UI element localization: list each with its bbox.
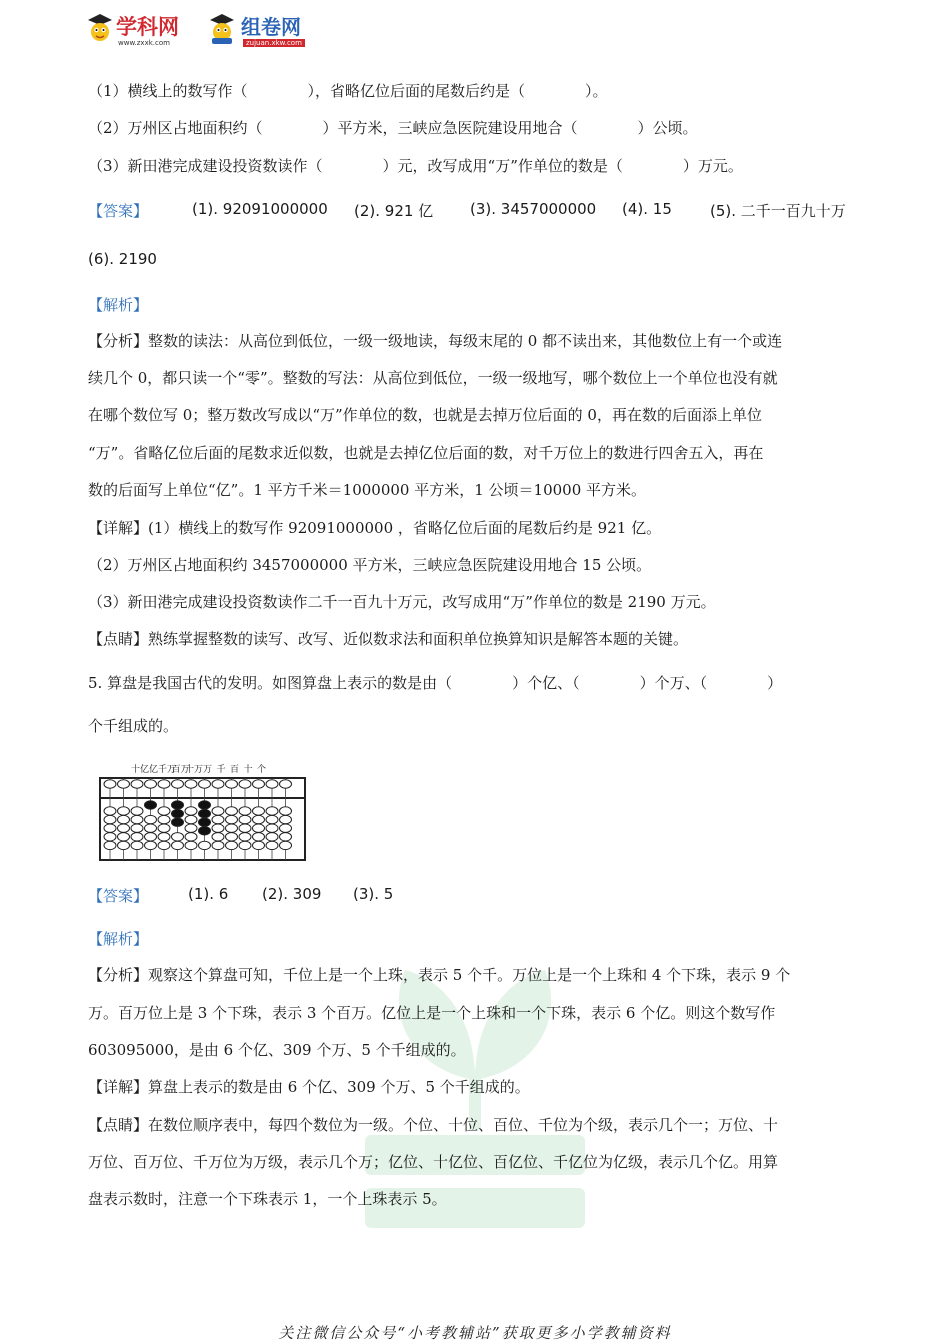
abacus-bead [253,815,265,823]
abacus-bead [212,807,224,815]
abacus-bead [131,833,143,841]
abacus-bead [239,841,251,849]
q4-analysis-line: 在哪个数位写 0；整万数改写成以“万”作单位的数，也就是去掉万位后面的 0，再在数的后面添上单位 [88,406,762,424]
abacus-bead [253,824,265,832]
abacus-bead [185,780,197,788]
abacus-bead [199,841,211,849]
abacus-bead [226,833,238,841]
q4-answer-item: (5). 二千一百九十万 [710,202,846,220]
q4-detail-line: （2）万州区占地面积约 3457000000 平方米，三峡应急医院建设用地合 15 公顷。 [88,556,652,574]
q5-analysis-line: 【分析】观察这个算盘可知，千位上是一个上珠，表示 5 个千。万位上是一个上珠和 4 个下珠，表示 9 个 [88,966,791,984]
abacus-bead [104,780,116,788]
abacus-bead [253,807,265,815]
abacus-bead [266,824,278,832]
q5-question-line2: 个千组成的。 [88,717,179,735]
abacus-bead [239,815,251,823]
abacus-bead [118,824,130,832]
abacus-label: 千万 [157,765,177,775]
abacus-bead [253,841,265,849]
q5-tip-line: 【点睛】在数位顺序表中，每四个数位为一级。个位、十位、百位、千位为个级，表示几个一；万位、十 [88,1116,779,1134]
abacus-bead [131,815,143,823]
abacus-bead [199,818,211,826]
abacus-bead [172,809,184,817]
abacus-bead [172,841,184,849]
abacus-bead [104,824,116,832]
abacus-bead [199,780,211,788]
q5-analysis-line: 万。百万位上是 3 个下珠，表示 3 个百万。亿位上是一个上珠和一个下珠，表示 6 个亿。则这个数写作 [88,1004,776,1022]
abacus-bead [158,780,170,788]
abacus-bead [131,807,143,815]
abacus-bead [226,841,238,849]
abacus-bead [118,807,130,815]
abacus-bead [158,841,170,849]
abacus-bead [145,815,157,823]
q5-answer-item: (3). 5 [353,885,394,903]
q4-detail-line: （3）新田港完成建设投资数读作二千一百九十万元，改写成用“万”作单位的数是 2190 万元。 [88,593,716,611]
abacus-bead [226,815,238,823]
abacus-bead [104,807,116,815]
q4-answer-item: (4). 15 [622,200,672,218]
abacus-bead [266,833,278,841]
abacus-bead [280,780,292,788]
abacus-label: 十 [243,765,253,775]
q4-answer-item: (3). 3457000000 [470,200,597,218]
abacus-bead [280,807,292,815]
abacus-label: 十万 [184,765,204,775]
abacus-bead [280,815,292,823]
logo-zujuan-title: 组卷网 [241,15,301,39]
abacus-bead [172,780,184,788]
q4-detail-line: 【详解】(1）横线上的数写作 92091000000 ，省略亿位后面的尾数后约是 921 亿。 [88,519,662,537]
q5-answer-tag: 【答案】 [88,887,149,905]
abacus-bead [239,780,251,788]
q4-analysis-line: 【分析】整数的读法：从高位到低位，一级一级地读，每级末尾的 0 都不读出来，其他数位上有一个或连 [88,332,783,350]
q4-answer-item: (1). 92091000000 [192,200,328,218]
abacus-label: 百万 [171,765,190,775]
abacus-label: 十亿 [130,765,150,775]
q5-answer-item: (2). 309 [262,885,322,903]
abacus-bead [172,833,184,841]
abacus-bead [185,841,197,849]
abacus-bead [212,833,224,841]
abacus-bead [199,827,211,835]
abacus-bead [145,833,157,841]
mascot-icon [86,12,114,46]
abacus-bead [118,815,130,823]
abacus-bead [131,780,143,788]
q4-analysis-line: “万”。省略亿位后面的尾数求近似数，也就是去掉亿位后面的数，对千万位上的数进行四舍五入，再在 [88,444,764,462]
abacus-bead [158,815,170,823]
q4-analysis-line: 续几个 0，都只读一个“零”。整数的写法：从高位到低位，一级一级地写，哪个数位上一个单位也没有就 [88,369,778,387]
q4-answer-item: (6). 2190 [88,250,157,268]
q4-analysis-tag: 【解析】 [88,296,149,314]
abacus-bead [266,780,278,788]
q5-question-line1: 5. 算盘是我国古代的发明。如图算盘上表示的数是由（ ）个亿、（ ）个万、（ ） [88,674,783,692]
logo-zxxk-url: www.zxxk.com [118,39,170,47]
q4-part-1: （1）横线上的数写作（ ），省略亿位后面的尾数后约是（ ）。 [88,82,608,100]
abacus-bead [118,833,130,841]
abacus-bead [185,807,197,815]
q5-tip-line: 盘表示数时，注意一个下珠表示 1，一个上珠表示 5。 [88,1190,447,1208]
logo-zujuan-url: zujuan.xkw.com [243,39,305,47]
q4-tip: 【点睛】熟练掌握整数的读写、改写、近似数求法和面积单位换算知识是解答本题的关键。 [88,630,689,648]
abacus-bead [280,824,292,832]
abacus-bead [158,807,170,815]
abacus-bead [253,780,265,788]
abacus-bead [199,809,211,817]
abacus-bead [104,833,116,841]
abacus-bead [131,824,143,832]
abacus-bead [118,841,130,849]
abacus-label: 个 [256,765,267,775]
abacus-bead [226,780,238,788]
abacus-bead [172,818,184,826]
logo-zxxk-title: 学科网 [116,15,179,39]
abacus-bead [280,841,292,849]
abacus-bead [185,833,197,841]
abacus-bead [104,815,116,823]
q5-analysis-line: 603095000，是由 6 个亿、309 个万、5 个千组成的。 [88,1041,466,1059]
abacus-bead [266,807,278,815]
q4-part-3: （3）新田港完成建设投资数读作（ ）元，改写成用“万”作单位的数是（ ）万元。 [88,157,743,175]
q5-tip-line: 万位、百万位、千万位为万级，表示几个万；亿位、十亿位、百亿位、千亿位为亿级，表示几个亿。用算 [88,1153,779,1171]
abacus-bead [131,841,143,849]
abacus-bead [185,815,197,823]
q5-analysis-tag: 【解析】 [88,930,149,948]
abacus-label: 亿 [148,765,159,775]
abacus-bead [212,780,224,788]
abacus-bead [226,824,238,832]
abacus-label: 百 [229,765,240,775]
q4-analysis-line: 数的后面写上单位“亿”。1 平方千米＝1000000 平方米，1 公顷＝10000 平方米。 [88,481,647,499]
q5-detail: 【详解】算盘上表示的数是由 6 个亿、309 个万、5 个千组成的。 [88,1078,530,1096]
abacus-bead [158,833,170,841]
footer-note: 关注微信公众号“小考教辅站”获取更多小学教辅资料 [278,1324,672,1342]
abacus-bead [239,833,251,841]
abacus-bead [212,815,224,823]
abacus-bead [118,780,130,788]
abacus-bead [158,824,170,832]
abacus-bead [145,824,157,832]
abacus-bead [226,807,238,815]
abacus-figure [96,748,311,866]
header-logo-zxxk [86,10,196,50]
q4-answer-item: (2). 921 亿 [354,202,434,220]
header-logo-zujuan [207,10,327,50]
abacus-bead [145,801,157,809]
abacus-bead [145,841,157,849]
abacus-bead [280,833,292,841]
abacus-bead [145,780,157,788]
abacus-bead [185,824,197,832]
abacus-bead [266,815,278,823]
abacus-bead [212,824,224,832]
mascot-icon-2 [207,12,237,46]
abacus-bead [199,801,211,809]
abacus-bead [172,801,184,809]
abacus-bead [239,807,251,815]
abacus-bead [253,833,265,841]
abacus-label: 万 [202,765,213,775]
q5-answer-item: (1). 6 [188,885,229,903]
abacus-bead [212,841,224,849]
abacus-bead [239,824,251,832]
q4-part-2: （2）万州区占地面积约（ ）平方米，三峡应急医院建设用地合（ ）公顷。 [88,119,698,137]
abacus-label: 千 [216,765,226,775]
abacus-bead [104,841,116,849]
abacus-bead [266,841,278,849]
q4-answer-tag: 【答案】 [88,202,149,220]
